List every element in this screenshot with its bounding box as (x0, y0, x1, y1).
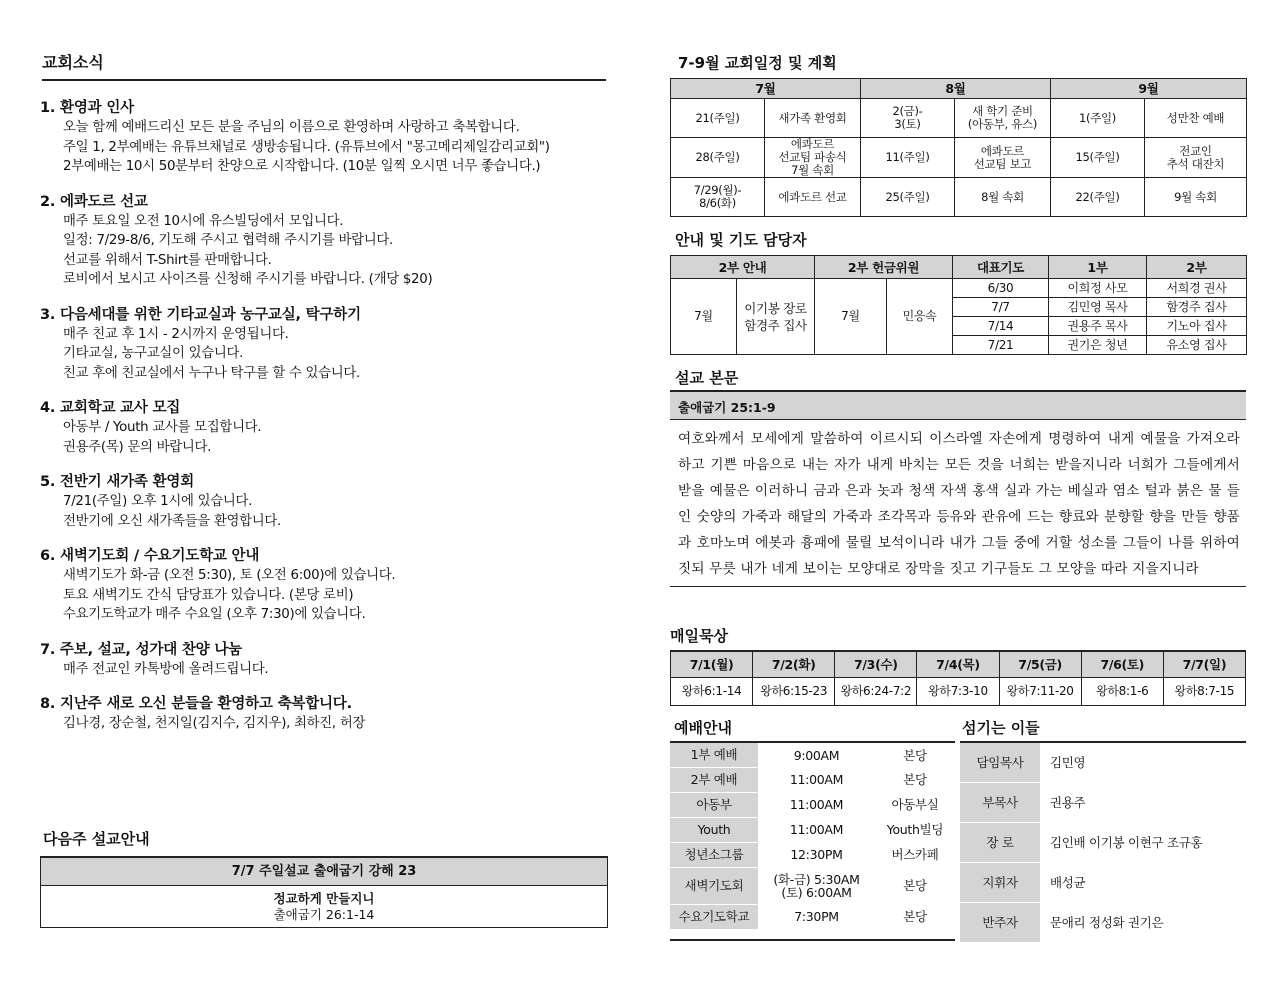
sermon-text-reference: 출애굽기 25:1-9 (670, 390, 1246, 420)
news-item-heading: 5. 전반기 새가족 환영회 (40, 474, 195, 490)
news-item-line: 매주 전교인 카톡방에 올려드립니다. (63, 661, 269, 677)
schedule-date-cell: 15(주일) (1051, 138, 1145, 178)
news-item-line: 주일 1, 2부예배는 유튜브채널로 생방송됩니다. (유튜브에서 "몽고메리제일감리교회") (63, 139, 550, 155)
news-item (40, 641, 606, 680)
worship-row (670, 742, 955, 767)
schedule-date-cell: 2(금)- 3(토) (861, 99, 955, 138)
staff-names: 김인배 이기봉 이현구 조규홍 (1040, 822, 1246, 862)
schedule-month-header: 8월 (861, 79, 1051, 99)
news-item-line: 7/21(주일) 오후 1시에 있습니다. (63, 494, 253, 509)
next-sermon-box (40, 856, 608, 928)
daily-reading-cell: 왕하6:24-7:2 (835, 677, 917, 705)
staff-body (960, 742, 1246, 942)
schedule-event-cell: 전교인 추석 대잔치 (1145, 138, 1247, 178)
schedule-date-cell: 7/29(월)- 8/6(화) (671, 178, 765, 217)
news-item (40, 473, 606, 531)
worship-place: 본당 (903, 909, 927, 924)
news-item-line: 오늘 함께 예배드리신 모든 분을 주님의 이름으로 환영하며 사랑하고 축복합니다. (63, 120, 520, 135)
next-sermon-header: 7/7 주일설교 출애굽기 강해 23 (41, 858, 607, 886)
worship-time: 9:00AM (793, 747, 840, 763)
sermon-text-box (670, 390, 1246, 587)
guide-prayer-date: 7/21 (953, 336, 1049, 355)
news-item-heading: 2. 에콰도르 선교 (40, 193, 148, 210)
guide-prayer-second: 함경주 집사 (1147, 298, 1247, 317)
worship-title: 예배안내 (674, 719, 732, 737)
guide-header-first: 1부 (1049, 256, 1147, 279)
daily-day-header: 7/4(목) (917, 651, 999, 677)
worship-place: 버스카페 (891, 847, 939, 862)
worship-name: 새벽기도회 (670, 867, 758, 904)
daily-day-header: 7/3(수) (835, 651, 917, 677)
guide-prayer-first: 권용주 목사 (1049, 317, 1147, 336)
staff-row (960, 902, 1246, 942)
news-item-heading: 4. 교회학교 교사 모집 (40, 400, 181, 416)
schedule-title: 7-9월 교회일정 및 계획 (678, 54, 837, 72)
staff-table (960, 741, 1246, 943)
guide-title: 안내 및 기도 담당자 (675, 231, 807, 249)
daily-table (670, 650, 1246, 706)
worship-bottom-rule (670, 939, 955, 941)
news-item-line: 친교 후에 친교실에서 누구나 탁구를 할 수 있습니다. (63, 365, 360, 381)
schedule-month-header: 9월 (1051, 79, 1247, 99)
news-list (40, 99, 606, 734)
staff-names: 권용주 (1040, 782, 1246, 822)
worship-table (670, 741, 955, 930)
news-item-line: 일정: 7/29-8/6, 기도해 주시고 협력해 주시기를 바랍니다. (63, 233, 393, 248)
daily-reading-cell: 왕하8:1-6 (1081, 677, 1163, 705)
news-item-line: 매주 친교 후 1시 - 2시까지 운영됩니다. (63, 326, 289, 342)
schedule-date-cell: 1(주일) (1051, 99, 1145, 138)
daily-day-header: 7/2(화) (753, 651, 835, 677)
worship-place: 아동부실 (891, 797, 939, 812)
schedule-body (671, 99, 1247, 217)
guide-header-offering: 2부 헌금위원 (815, 256, 953, 279)
guide-prayer-date: 6/30 (953, 279, 1049, 298)
daily-reading-row (671, 677, 1246, 705)
daily-title: 매일묵상 (670, 627, 728, 645)
guide-row (671, 279, 1247, 298)
worship-row (670, 904, 955, 929)
schedule-event-cell: 성만찬 예배 (1145, 99, 1247, 138)
worship-row (670, 817, 955, 842)
guide-prayer-second: 기노아 집사 (1147, 317, 1247, 336)
next-sermon-body (41, 886, 607, 927)
news-item-line: 새벽기도가 화-금 (오전 5:30), 토 (오전 6:00)에 있습니다. (63, 568, 396, 583)
staff-row (960, 782, 1246, 822)
guide-header-prayer: 대표기도 (953, 256, 1049, 279)
worship-name: 청년소그룹 (670, 842, 758, 867)
staff-title: 섬기는 이들 (962, 719, 1040, 737)
daily-header-row (671, 651, 1246, 677)
worship-place: Youth빌딩 (886, 822, 944, 837)
next-sermon-title: 다음주 설교안내 (43, 830, 150, 848)
staff-row (960, 822, 1246, 862)
schedule-date-cell: 28(주일) (671, 138, 765, 178)
guide-prayer-second: 유소영 집사 (1147, 336, 1247, 355)
staff-role: 장 로 (960, 822, 1040, 862)
news-item-line: 로비에서 보시고 사이즈를 신청해 주시기를 바랍니다. (개당 $20) (63, 272, 433, 287)
worship-place: 본당 (903, 878, 927, 893)
worship-place: 본당 (903, 772, 927, 787)
news-item-line: 2부예배는 10시 50분부터 찬양으로 시작합니다. (10분 일찍 오시면 너무 좋습니다.) (63, 159, 541, 174)
guide-header-usher: 2부 안내 (671, 256, 815, 279)
schedule-date-cell: 25(주일) (861, 178, 955, 217)
worship-time: 7:30PM (794, 909, 839, 924)
news-item (40, 547, 606, 625)
schedule-table (670, 78, 1247, 217)
guide-prayer-first: 김민영 목사 (1049, 298, 1147, 317)
church-news-title: 교회소식 (42, 50, 606, 81)
staff-role: 반주자 (960, 902, 1040, 942)
next-sermon-section (40, 828, 608, 928)
worship-name: 2부 예배 (670, 767, 758, 792)
worship-row (670, 792, 955, 817)
guide-body (671, 279, 1247, 355)
next-sermon-title-text: 정교하게 만들지니 (273, 891, 375, 906)
guide-offering-month: 7월 (815, 279, 887, 355)
news-item-heading: 7. 주보, 설교, 성가대 찬양 나눔 (40, 641, 242, 658)
staff-row (960, 742, 1246, 782)
worship-name: 수요기도학교 (670, 904, 758, 929)
news-item-line: 토요 새벽기도 간식 담당표가 있습니다. (본당 로비) (63, 587, 354, 603)
worship-body (670, 742, 955, 929)
sermon-text-body: 여호와께서 모세에게 말씀하여 이르시되 이스라엘 자손에게 명령하여 내게 예물을 가져오라 하고 기쁜 마음으로 내는 자가 내게 바치는 모든 것을 너희는 받을지니라 너희가 그들에게서 받을 예물은 이러하니 금과 은과 놋과 청색 자색 홍색 실과 가는 베실과 염소 털과 붉은 물 들인 숫양의 가죽과 해달의 가죽과 조각목과 등유와 관유에 드는 향료와 분향할 향을 만들 향품과 호마노며 에봇과 흉패에 물릴 보석이니라 내가 그들 중에 거할 성소를 그들이 나를 위하여 짓되 무릇 내가 네게 보이는 모양대로 장막을 짓고 기구들도 그 모양을 따라 지을지니라 (670, 420, 1246, 587)
news-item-line: 기타교실, 농구교실이 있습니다. (63, 346, 244, 361)
guide-header-second: 2부 (1147, 256, 1247, 279)
news-item-line: 수요기도학교가 매주 수요일 (오후 7:30)에 있습니다. (63, 607, 366, 622)
news-item-heading: 3. 다음세대를 위한 기타교실과 농구교실, 탁구하기 (40, 306, 361, 323)
news-item (40, 695, 606, 734)
schedule-month-header: 7월 (671, 79, 861, 99)
worship-time: 11:00AM (789, 772, 844, 787)
staff-names: 김민영 (1040, 742, 1246, 782)
worship-row (670, 767, 955, 792)
worship-time: (화-금) 5:30AM (토) 6:00AM (773, 871, 860, 900)
schedule-event-cell: 에콰도르 선교팀 보고 (955, 138, 1051, 178)
staff-row (960, 862, 1246, 902)
daily-day-header: 7/1(월) (671, 651, 753, 677)
worship-name: 1부 예배 (670, 742, 758, 767)
daily-reading-cell: 왕하8:7-15 (1163, 677, 1245, 705)
daily-reading-cell: 왕하6:15-23 (753, 677, 835, 705)
schedule-date-cell: 21(주일) (671, 99, 765, 138)
staff-role: 부목사 (960, 782, 1040, 822)
staff-role: 지휘자 (960, 862, 1040, 902)
guide-usher-month: 7월 (671, 279, 737, 355)
schedule-date-cell: 11(주일) (861, 138, 955, 178)
worship-name: 아동부 (670, 792, 758, 817)
news-item-line: 아동부 / Youth 교사를 모집합니다. (63, 420, 262, 435)
news-item-heading: 1. 환영과 인사 (40, 100, 134, 116)
schedule-date-cell: 22(주일) (1051, 178, 1145, 217)
daily-day-header: 7/6(토) (1081, 651, 1163, 677)
guide-prayer-date: 7/14 (953, 317, 1049, 336)
schedule-row (671, 138, 1247, 178)
news-item-line: 전반기에 오신 새가족들을 환영합니다. (63, 513, 281, 529)
staff-role: 담임목사 (960, 742, 1040, 782)
guide-offering-team: 민응속 (887, 279, 953, 355)
guide-prayer-second: 서희경 권사 (1147, 279, 1247, 298)
worship-row (670, 867, 955, 904)
staff-names: 배성균 (1040, 862, 1246, 902)
schedule-event-cell: 에콰도르 선교 (765, 178, 861, 217)
news-item-line: 김나경, 장순철, 천지일(김지수, 김지우), 최하진, 허장 (63, 716, 366, 731)
daily-day-header: 7/5(금) (999, 651, 1081, 677)
worship-row (670, 842, 955, 867)
worship-time: 11:00AM (789, 797, 844, 812)
guide-prayer-first: 권기은 청년 (1049, 336, 1147, 355)
staff-names: 문애리 정성화 권기은 (1040, 902, 1246, 942)
sermon-text-title: 설교 본문 (675, 369, 739, 387)
news-item-heading: 6. 새벽기도회 / 수요기도학교 안내 (40, 548, 260, 564)
schedule-event-cell: 9월 속회 (1145, 178, 1247, 217)
news-item (40, 193, 606, 290)
schedule-row (671, 178, 1247, 217)
worship-time: 12:30PM (790, 847, 843, 862)
schedule-header-row (671, 79, 1247, 99)
guide-header-row (671, 256, 1247, 279)
church-news-section (40, 50, 606, 750)
next-sermon-reference: 출애굽기 26:1-14 (273, 907, 375, 922)
news-item (40, 99, 606, 177)
daily-day-header: 7/7(일) (1163, 651, 1245, 677)
news-item-line: 매주 토요일 오전 10시에 유스빌딩에서 모입니다. (63, 213, 344, 229)
guide-prayer-date: 7/7 (953, 298, 1049, 317)
guide-usher-names: 이기봉 장로 함경주 집사 (737, 279, 815, 355)
news-item-line: 권용주(목) 문의 바랍니다. (63, 439, 212, 455)
schedule-event-cell: 새 학기 준비 (아동부, 유스) (955, 99, 1051, 138)
schedule-row (671, 99, 1247, 138)
news-item (40, 306, 606, 384)
schedule-event-cell: 에콰도르 선교팀 파송식 7월 속회 (765, 138, 861, 178)
news-item (40, 399, 606, 457)
daily-reading-cell: 왕하7:3-10 (917, 677, 999, 705)
news-item-heading: 8. 지난주 새로 오신 분들을 환영하고 축복합니다. (40, 696, 352, 712)
worship-place: 본당 (903, 747, 927, 763)
daily-reading-cell: 왕하7:11-20 (999, 677, 1081, 705)
guide-table (670, 255, 1247, 355)
worship-name: Youth (670, 817, 758, 842)
schedule-event-cell: 8월 속회 (955, 178, 1051, 217)
guide-prayer-first: 이희정 사모 (1049, 279, 1147, 298)
news-item-line: 선교를 위해서 T-Shirt를 판매합니다. (63, 252, 272, 268)
schedule-event-cell: 새가족 환영회 (765, 99, 861, 138)
daily-reading-cell: 왕하6:1-14 (671, 677, 753, 705)
worship-time: 11:00AM (789, 822, 844, 837)
